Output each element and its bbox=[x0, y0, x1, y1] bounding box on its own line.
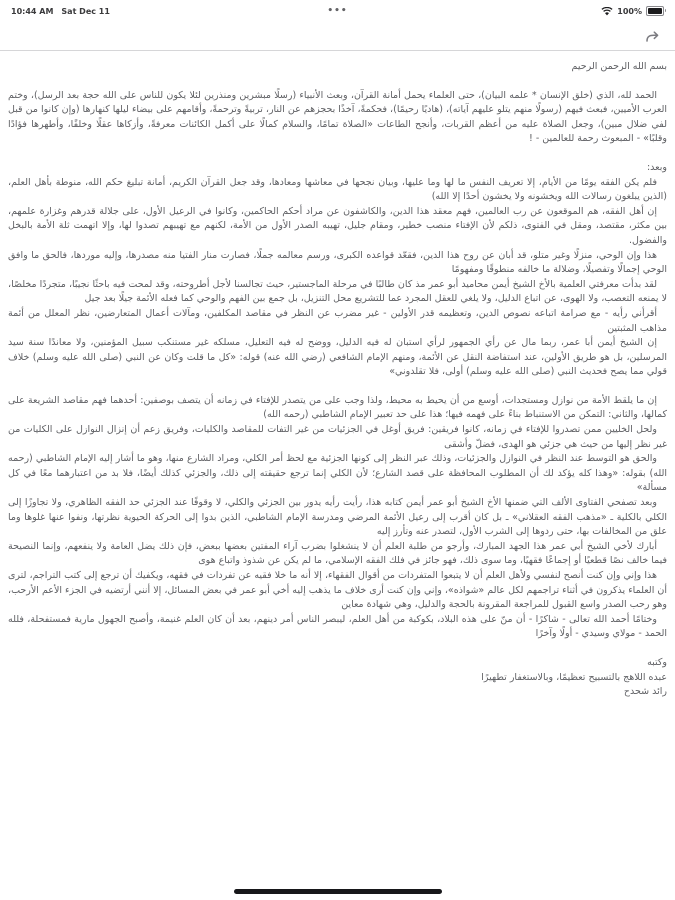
paragraph-spacer bbox=[8, 642, 667, 656]
document-paragraph: إن الشيخ أيمن أبا عمر، ربما مال عن رأي الجمهور لرأي استبان له فيه الدليل، ووضح له فيه التعليل، مسلكه غير مستنكب سبيل المؤمنين، ولا معاندًا سنة سيد المرسلين، بل هو طريق الأولين، عند استفاضة النقل عن الأئمة، ومنهم الإمام الشافعي (رضي الله عنه) قوله: «كل ما قلت وكان عن النبي (صلى الله عليه وسلم) خلاف قولي مما يصح فحديث النبي (صلى الله عليه وسلم) أولى، فلا تقلدوني» bbox=[8, 337, 667, 378]
document-paragraph: ولحل الخليين ممن تصدروا للإفتاء في زمانه، كانوا فريقين: فريق أوغل في الجزئيات من غير التفات للمقاصد والكليات، وفريق زعم أن إنزال النوازل على الكليات من غير نظر إليها من حيث هي جزئي هو الهدى، فضلّ وأشقى bbox=[8, 424, 667, 450]
forward-arrow-button[interactable] bbox=[642, 26, 663, 46]
body-section-1 bbox=[8, 176, 667, 380]
waba3d-line: وبعد: bbox=[646, 161, 667, 173]
status-left-cluster bbox=[11, 7, 110, 16]
clock-label: 10:44 AM bbox=[11, 6, 54, 16]
intro-paragraph: الحمد لله، الذي (خلق الإنسان * علمه البيان)، حتى العلماء يحمل أمانة القرآن، وبعث الأنبياء (رسلًا مبشرين ومنذرين لئلا يكون للناس على الله حجة بعد الرسل)، وختم العرب الأميين، فبعث فيهم (رسولًا منهم يتلو عليهم آياته)، (هاديًا رحيمًا)، فحكمةً، آخذًا بحجزهم عن النار، تربيةً وترحمةً، وأقامهم على بيضاء ليلها كنهارها (وإن كانوا من قبل لفي ضلال مبين)، وجعل الصلاة عليه من أعظم القربات، وأنجح الطاعات «الصلاة تمامًا، والسلام كمالًا على أكمل الكائنات معرفةً، وأزكاها عقلًا وخلقًا، وأطهرها فؤادًا وقلبًا» - المبعوث رحمة للعالمين - ! bbox=[8, 89, 667, 145]
paragraph-spacer bbox=[8, 380, 667, 394]
document-paragraph: إن أهل الفقه، هم الموقعون عن رب العالمين، فهم معقد هذا الدين، والكاشفون عن مراد أحكم الحاكمين، وكانوا في الرعيل الأول، على جلالة قدرهم وغزارة علمهم، بين مكثر، مقتصد، ومقل في الفتوى، ذلكم لأن الإفتاء منصب خطير، ومقام جليل، تهيبه الصدر الأول من الأمة، لكنهم مع تهيبهم تصدوا لها، وإلا اتهمت ثلة الأمة بالبخل والفضول. bbox=[8, 205, 667, 246]
document-paragraph: هذا وإن الوحي، منزلًا وغير متلو، قد أبان عن روح هذا الدين، فقعّد قواعده الكبرى، ورسم معالمه جملًا، فصارت منار الفتيا منه مصدرها، وإليه موردها، فالحق ما وافق الوحي إجمالًا وتفصيلًا، وضلالة ما خالفه منطوقًا ومفهومًا bbox=[8, 249, 667, 276]
date-label: Sat Dec 11 bbox=[61, 6, 110, 16]
signature-written-by: وكتبه bbox=[647, 656, 667, 668]
document-paragraph: لقد بدأت معرفتي العلمية بالأخ الشيخ أيمن محاميد أبو عمر مذ كان طالبًا في مرحلة الماجستير، حيث تجالسنا لأجل أطروحته، وقد لمحت فيه باحثًا نجيبًا، متجردًا مخلصًا، لا يمنعه التعصب، ولا الهوى، عن اتباع الدليل، ولا يلغي للعقل المجرد عما للتشريع محل التنزيل، بل جمع بين الفهم والوحي كما فعله الأئمة جيلًا بعد جيل bbox=[8, 278, 667, 305]
paragraph-spacer bbox=[8, 147, 667, 161]
status-right-cluster bbox=[601, 6, 664, 16]
document-paragraph: وبعد تصفحي الفتاوى الألف التي ضمنها الأخ الشيخ أبو عمر أيمن كتابه هذا، رأيت رأيه يدور بين الجزئي والكلي، لا وقوفًا عند الجزئي حد الفقه الظاهري، ولا تجاوزًا إلى الكلي بالكلية ـ «مذهب الفقه العقلاني» ـ بل كان أقرب إلى رعيل الأئمة المرضي ومدرسة الإمام الشاطبي، الذين بدوا إلى الحركة الحيوية نظرتها، ونفوا عنها غلوها وما علق من المخالفات بها، حتى ردوها إلى الشرب الأول، لتصدر عنه وتأرز إليه bbox=[8, 497, 667, 538]
document-paragraph: أبارك لأخي الشيخ أبي عمر هذا الجهد المبارك، وأرجو من طلبة العلم أن لا ينشغلوا بضرب آراء المفتين بعضها ببعض، فإن ذلك يضل العامة ولا ينفعهم، وإنما النصيحة فيما خالف نصًا قطعيًا أو إجماعًا فقهيًا، وما سوى ذلك، فهو جائز في فلك الفقه الإسلامي، ما لم يكن عن شذوذ واتباع هوى bbox=[8, 540, 667, 567]
document-paragraph: إن ما يلقط الأمة من نوازل ومستجدات، أوسع من أن يحيط به محيط، ولذا وجب على من يتصدر للإفتاء في زمانه أن يتصف بوصفين: أحدهما فهم مقاصد الشريعة على كمالها، والثاني: التمكن من الاستنباط بناءً على فهمه فيها؛ هذا على حد تعبير الإمام الشاطبي (رحمه الله) bbox=[8, 394, 667, 421]
document-toolbar bbox=[0, 22, 675, 51]
status-bar bbox=[0, 0, 675, 22]
bismillah-line: بسم الله الرحمن الرحيم bbox=[571, 61, 667, 72]
document-paragraph: وختامًا أحمد الله تعالى - شاكرًا - أن منّ على هذه البلاد، بكوكبة من أهل العلم، ليبصر الناس أمر دينهم، بعد أن كان العلم غنيمة، وأصبح الجهول مارية فمستفحلة، فلله الحمد - مولاي وسيدي - أولًا وآخرًا bbox=[8, 613, 667, 640]
body-section-2 bbox=[8, 394, 667, 642]
status-center-dots: ••• bbox=[327, 6, 348, 16]
wifi-icon bbox=[601, 7, 613, 16]
document-paragraph: هذا وإني وإن كنت أنصح لنفسي ولأهل العلم أن لا يتبعوا المتفردات من أقوال الفقهاء، إلا أنه ما خلا فقيه عن تفردات في فقهه، ويكفيك أن ترجع إلى كتب التراجم، لترى أن العلماء يذكرون في أثناء تراجمهم لكل عالم «شواذه»، وإني وإن كنت أرى خلاف ما يذهب إليه أخي أبو عمر في بعض المسائل، إلا أنني أرتضيه في الجزء الأعم الأرحب، وهو رحب الصدر واسع القبول للمراجعة المقرونة بالحجة والدليل، وهي شهادة معاين bbox=[8, 570, 667, 611]
battery-icon bbox=[646, 6, 664, 16]
signature-name: رائد شحدح bbox=[623, 686, 667, 698]
paragraph-spacer bbox=[8, 75, 667, 89]
battery-percent-label: 100% bbox=[617, 6, 642, 16]
forward-arrow-icon bbox=[644, 32, 661, 47]
home-indicator[interactable] bbox=[234, 889, 442, 894]
document-paragraph: أقرأني رأيه - مع صرامة اتباعه نصوص الدين، وتعظيمه قدر الأولين - غير مضرب عن النظر في مقاصد المكلفين، ومآلات أعمال المتعارضين، نظر المعلل من أئمة مذاهب المثبتين bbox=[8, 307, 667, 334]
document-scroll-view[interactable] bbox=[0, 51, 675, 900]
document-paragraph: فلم يكن الفقه يومًا من الأيام، إلا تعريف النفس ما لها وما عليها، وبيان نجحها في معاشها ومعادها، وقد جعل القرآن الكريم، أمانة تبليغ حكم الله، منوطة بأهل العلم، (الذين يبلغون رسالات الله ويخشونه ولا يخشون أحدًا إلا الله) bbox=[8, 176, 667, 203]
signature-line: عبده اللاهج بالتسبيح تعظيمًا، وبالاستغفار تطهيرًا bbox=[481, 671, 667, 683]
document-page bbox=[8, 60, 667, 700]
document-paragraph: والحق هو التوسط عند النظر في النوازل والجزئيات، وذلك عبر النظر إلى كونها الجزئية مع لحظ أمر الكلي، ومراد الشارع منها، وهو ما أشار إليه الإمام الشاطبي (رحمه الله) بقوله: «وهذا كله يؤكد لك أن المطلوب المحافظة على قصد الشارع؛ لأن الكلي إنما ترجع حقيقته إلى ذلك، والجزئي كذلك أيضًا، فلا بد من اعتبارهما معًا في كل مسألة» bbox=[8, 453, 667, 494]
